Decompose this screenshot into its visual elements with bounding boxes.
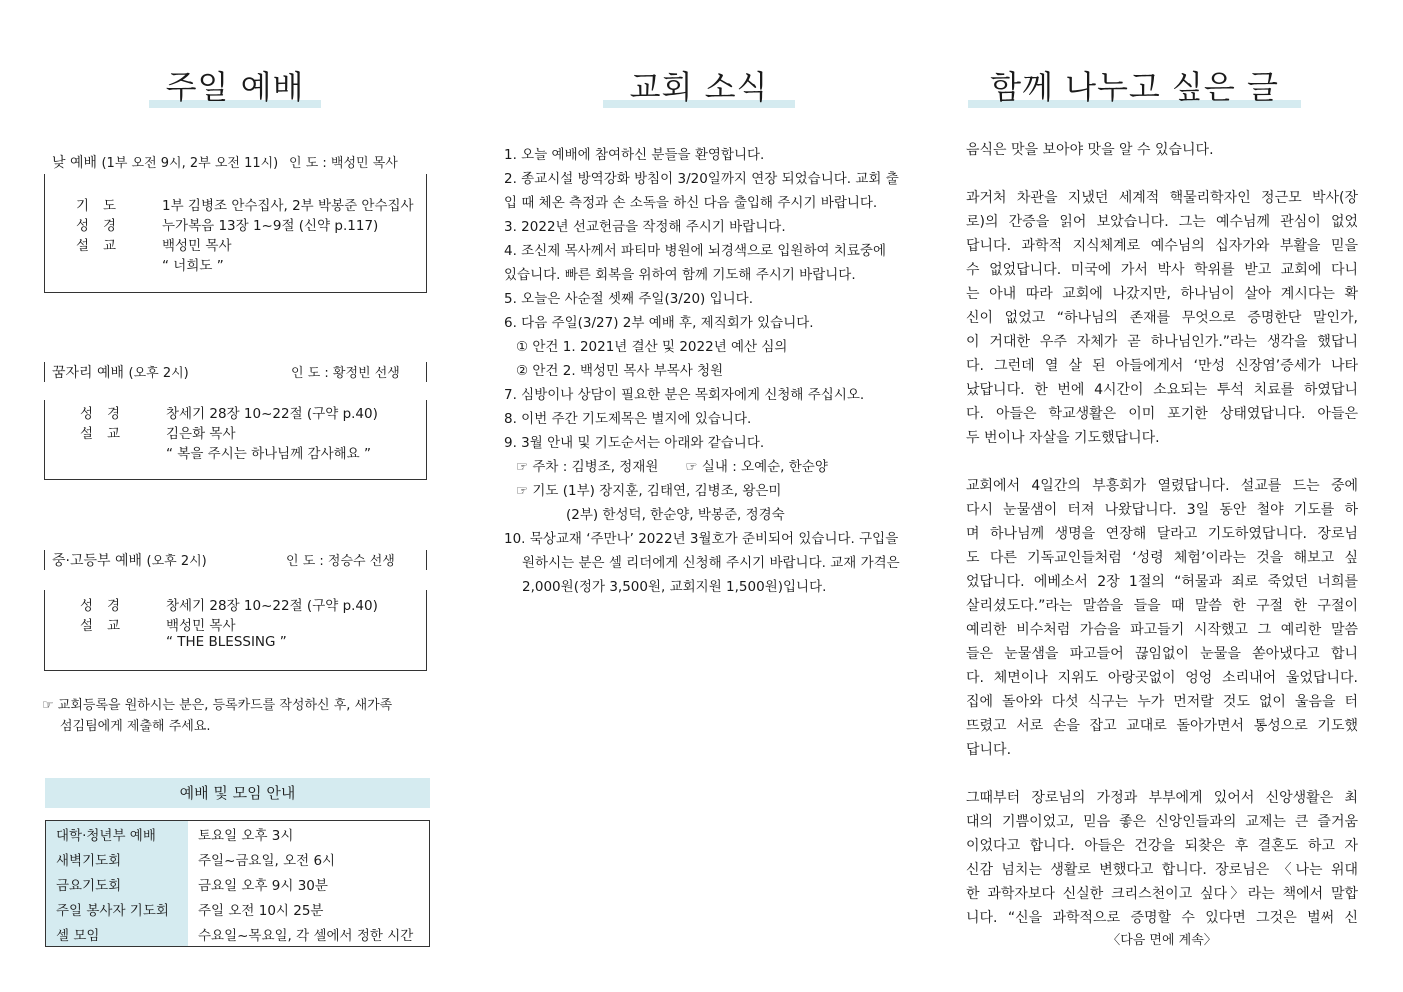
noon-row-sermon: 설교 백성민 목사 [76,238,232,254]
news-line: 입 때 체온 측정과 손 소독을 하신 다음 출입해 주시기 바랍니다. [504,195,878,211]
shared-essay: 음식은 맛을 보아야 맛을 알 수 있습니다. 과거처 차관을 지냈던 세계적 핵물리학자인 정근모 박사(장 로)의 간증을 읽어 보았습니다. 그는 예수님께 관심이 없었 답니다. 과학적 지식체계로 예수님의 십자가와 부활을 믿을 수 없었답니다. 미국에 가서 박사 학위를 받고 교회에 다니 는 아내 따라 교회에 나갔지만, 하나님이 살아 계시다는 확 신이 없었고 “하나님의 존재를 무엇으로 증명한단 말인가, 이 거대한 우주 자체가 곧 하나님인가.”라는 생각을 했답니 다. 그런데 열 살 된 아들에게서 ‘만성 신장염’증세가 나타 났답니다. 한 번에 4시간이 소요되는 투석 치료를 하였답니 다. 아들은 학교생활은 이미 포기한 상태였답니다. 아들은 두 번이나 자살을 기도했답니다. 교회에서 4일간의 부흥회가 열렸답니다. 설교를 드는 중에 다시 눈물샘이 터져 나왔답니다. 3일 동안 철야 기도를 하 며 하나님께 생명을 연장해 달라고 기도하였답니다. 장로님 도 다른 기독교인들처럼 ‘성령 체험’이라는 것을 해보고 싶 었답니다. 에베소서 2장 1절의 “허물과 죄로 죽었던 너희를 살리셨도다.”라는 말씀을 들을 때 말씀 한 구절 한 구절이 예리한 비수처럼 가슴을 파고들기 시작했고 그 예리한 말씀 들은 눈물샘을 파고들어 끊임없이 눈물을 쏟아냈다고 합니 다. 체면이나 지위도 아랑곳없이 엉엉 소리내어 울었답니다. 집에 돌아와 다섯 식구는 누가 먼저랄 것도 없이 울음을 터 뜨렸고 서로 손을 잡고 교대로 돌아가면서 통성으로 기도했 답니다. 그때부터 장로님의 가정과 부부에게 있어서 신앙생활은 최 대의 기쁨이었고, 믿음 좋은 신앙인들과의 교제는 큰 즐거움 이었다고 합니다. 아들은 건강을 되찾은 후 결혼도 하고 자 신감 넘치는 생활로 변했다고 합니다. 장로님은 〈나는 위대 한 과학자보다 신실한 크리스천이고 싶다〉라는 책에서 말합 니다. “신을 과학적으로 증명할 수 있다면 그것은 벌써 신 〈다음 면에 계속〉 [966,138,1358,952]
news-line: 8. 이번 주간 기도제목은 별지에 있습니다. [504,411,752,427]
news-line: 있습니다. 빠른 회복을 위하여 함께 기도해 주시기 바랍니다. [504,267,856,283]
news-line: 원하시는 분은 셀 리더에게 신청해 주시기 바랍니다. 교재 가격은 [522,555,900,571]
dream-worship-box [44,362,427,480]
dream-row-sermon: 설교 김은화 목사 [80,426,236,442]
news-line: 9. 3월 안내 및 기도순서는 아래와 같습니다. [504,435,765,451]
table-row: 셀 모임 수요일~목요일, 각 셀에서 정한 시간 [46,921,430,947]
worship-heading: 주일 예배 [165,68,305,106]
youth-worship-leader: 인 도 : 정승수 선생 [286,554,395,569]
dream-row-scripture: 성경 창세기 28장 10~22절 (구약 p.40) [80,406,378,422]
news-line: ① 안건 1. 2021년 결산 및 2022년 예산 심의 [516,339,788,355]
schedule-table [45,820,430,947]
youth-row-scripture: 성경 창세기 28장 10~22절 (구약 p.40) [80,598,378,614]
youth-sermon-title: “ THE BLESSING ” [166,634,287,650]
news-heading: 교회 소식 [629,68,769,106]
box-frame-corner [426,550,427,570]
news-line: 2. 종교시설 방역강화 방침이 3/20일까지 연장 되었습니다. 교회 출 [504,171,899,187]
table-row: 새벽기도회 주일~금요일, 오전 6시 [46,846,430,871]
news-line: 10. 묵상교재 ‘주만나’ 2022년 3월호가 준비되어 있습니다. 구입을 [504,531,899,547]
registration-note: ☞ 교회등록을 원하시는 분은, 등록카드를 작성하신 후, 새가족 섬김팀에게 제출해 주세요. [42,698,393,734]
noon-worship-leader: 인 도 : 백성민 목사 [289,156,398,171]
noon-sermon-title: “ 너희도 ” [162,258,224,274]
church-news [504,143,904,599]
news-line: 3. 2022년 선교헌금을 작정해 주시기 바랍니다. [504,219,786,235]
box-frame-corner [44,362,45,382]
noon-row-prayer: 기도 1부 김병조 안수집사, 2부 박봉준 안수집사 [76,198,414,214]
news-line: (2부) 한성덕, 한순양, 박봉준, 정경숙 [566,507,785,523]
youth-worship-title: 중·고등부 예배 (오후 2시) [52,553,207,569]
table-row: 금요기도회 금요일 오후 9시 30분 [46,871,430,896]
noon-worship-box [44,152,427,293]
box-frame-corner [426,362,427,382]
news-line: 5. 오늘은 사순절 셋째 주일(3/20) 입니다. [504,291,754,307]
dream-worship-leader: 인 도 : 황정빈 선생 [291,366,400,381]
noon-worship-title: 낮 예배 (1부 오전 9시, 2부 오전 11시) [52,155,279,171]
youth-worship-box [44,550,427,671]
schedule-title: 예배 및 모임 안내 [45,778,430,808]
table-row: 주일 봉사자 기도회 주일 오전 10시 25분 [46,896,430,921]
table-row: 대학·청년부 예배 토요일 오후 3시 [46,821,430,847]
news-line: 4. 조신제 목사께서 파티마 병원에 뇌경색으로 입원하여 치료중에 [504,243,886,259]
box-frame-corner [44,550,45,570]
news-line: ☞ 기도 (1부) 장지훈, 김태연, 김병조, 왕은미 [516,483,782,499]
news-line: 1. 오늘 예배에 참여하신 분들을 환영합니다. [504,147,765,163]
news-line: 2,000원(정가 3,500원, 교회지원 1,500원)입니다. [522,579,827,595]
dream-worship-title: 꿈자리 예배 (오후 2시) [52,365,189,381]
news-line: 6. 다음 주일(3/27) 2부 예배 후, 제직회가 있습니다. [504,315,814,331]
noon-row-scripture: 성경 누가복음 13장 1~9절 (신약 p.117) [76,218,379,234]
news-line: ② 안건 2. 백성민 목사 부목사 청원 [516,363,724,379]
essay-heading: 함께 나누고 싶은 글 [990,68,1279,106]
youth-row-sermon: 설교 백성민 목사 [80,618,236,634]
continued-note: 〈다음 면에 계속〉 [1107,933,1217,948]
news-line: ☞ 주차 : 김병조, 정재원 ☞ 실내 : 오예순, 한순양 [516,459,828,475]
news-line: 7. 심방이나 상담이 필요한 분은 목회자에게 신청해 주십시오. [504,387,865,403]
dream-sermon-title: “ 복을 주시는 하나님께 감사해요 ” [166,446,371,462]
